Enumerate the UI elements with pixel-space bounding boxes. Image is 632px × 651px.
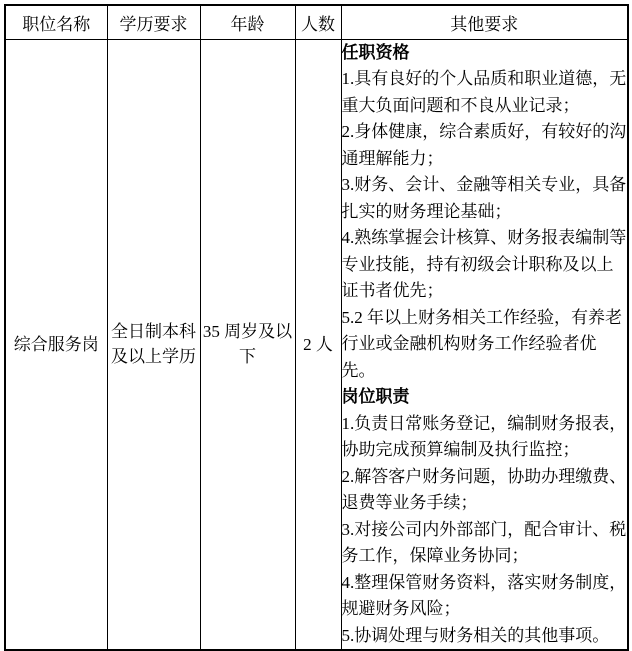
cell-education-requirement: 全日制本科及以上学历 [107,39,200,650]
cell-headcount: 2 人 [295,39,341,650]
section-heading-duties: 岗位职责 [341,387,410,406]
qualification-item-5: 5.2 年以上财务相关工作经验，有养老行业或金融机构财务工作经验者优先。 [341,307,622,380]
duty-item-1: 1.负责日常账务登记，编制财务报表，协助完成预算编制及执行监控； [341,413,627,459]
header-other-requirements: 其他要求 [341,5,628,39]
table-row [5,39,628,650]
cell-other-requirements [341,39,628,650]
qualification-item-3: 3.财务、会计、金融等相关专业，具备扎实的财务理论基础； [341,175,627,221]
duty-item-5: 5.协调处理与财务相关的其他事项。 [341,625,610,645]
header-age: 年龄 [200,5,295,39]
duty-item-2: 2.解答客户财务问题，协助办理缴费、退费等业务手续； [341,466,627,512]
duty-item-3: 3.对接公司内外部部门，配合审计、税务工作，保障业务协同； [341,519,627,565]
cell-position-name: 综合服务岗 [5,39,107,650]
qualification-item-2: 2.身体健康，综合素质好，有较好的沟通理解能力； [341,122,627,168]
table-header-row [5,5,628,39]
qualification-item-1: 1.具有良好的个人品质和职业道德，无重大负面问题和不良从业记录； [341,69,627,115]
header-headcount: 人数 [295,5,341,39]
section-heading-qualifications: 任职资格 [341,42,410,62]
duty-item-4: 4.整理保管财务资料，落实财务制度，规避财务风险； [341,572,627,618]
header-position-name: 职位名称 [5,5,107,39]
qualification-item-4: 4.熟练掌握会计核算、财务报表编制等专业技能，持有初级会计职称及以上证书者优先； [341,228,627,300]
job-posting-table [4,4,629,651]
cell-age: 35 周岁及以下 [200,39,295,650]
header-education-requirement: 学历要求 [107,5,200,39]
